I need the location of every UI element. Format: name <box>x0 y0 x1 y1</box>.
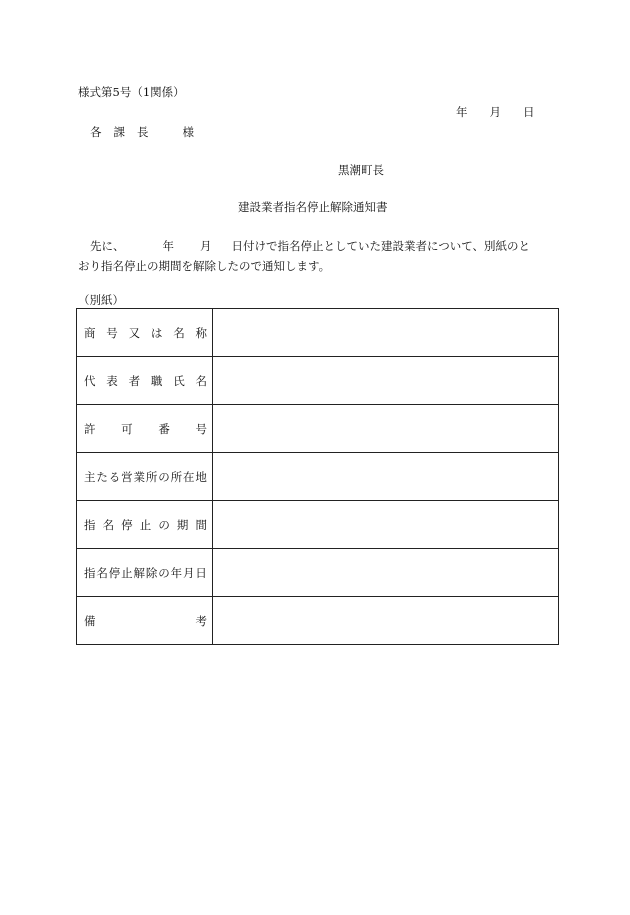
body-prefix: 先に、 <box>90 239 125 253</box>
date-day-mark: 日 <box>523 105 535 119</box>
row-label <box>77 501 213 549</box>
table-row <box>77 501 559 549</box>
label-char: 止 <box>139 517 152 532</box>
row-label-text <box>84 565 207 581</box>
label-char: の <box>158 517 170 532</box>
label-char: 者 <box>128 373 141 388</box>
recipient-suffix: 様 <box>182 125 194 139</box>
row-value <box>213 501 559 549</box>
label-char: 名 <box>102 517 115 532</box>
label-char: 月 <box>183 565 195 580</box>
row-value <box>213 597 559 645</box>
row-label <box>77 549 213 597</box>
row-label-text <box>84 373 207 389</box>
row-label-text <box>84 421 207 437</box>
label-char: は <box>150 325 163 340</box>
table-row <box>77 453 559 501</box>
label-char: 番 <box>158 421 170 436</box>
label-char: 又 <box>128 325 141 340</box>
detail-table <box>76 308 559 645</box>
label-char: 停 <box>108 565 121 580</box>
label-char: 指 <box>84 517 96 532</box>
label-char: 主 <box>84 469 96 484</box>
row-label-text <box>84 469 207 485</box>
attachment-label: （別紙） <box>78 293 124 307</box>
row-value <box>213 549 559 597</box>
body-line-2: おり指名停止の期間を解除したので通知します。 <box>78 259 331 273</box>
label-char: 号 <box>106 325 118 340</box>
label-char: 解 <box>133 565 145 580</box>
body-day-phrase: 日付けで指名停止としていた建設業者について、別紙のと <box>231 239 531 253</box>
table-row <box>77 357 559 405</box>
label-char: 除 <box>145 565 158 580</box>
row-label <box>77 309 213 357</box>
label-char: の <box>158 565 170 580</box>
table-row <box>77 309 559 357</box>
label-char: 日 <box>195 565 207 580</box>
row-label <box>77 597 213 645</box>
row-value <box>213 357 559 405</box>
label-char: 名 <box>96 565 108 580</box>
label-char: 停 <box>121 517 133 532</box>
label-char: 名 <box>195 373 207 388</box>
label-char: 考 <box>195 613 207 628</box>
detail-table-body <box>77 309 559 645</box>
row-label-text <box>84 325 207 341</box>
label-char: 止 <box>121 565 133 580</box>
label-char: 名 <box>173 325 185 340</box>
label-char: 指 <box>84 565 96 580</box>
recipient-name: 各課長 <box>90 125 161 139</box>
row-label <box>77 357 213 405</box>
table-row <box>77 549 559 597</box>
row-value <box>213 309 559 357</box>
body-month-mark: 月 <box>200 239 212 253</box>
label-char: 営 <box>121 469 133 484</box>
recipient <box>90 124 194 140</box>
label-char: 氏 <box>173 373 185 388</box>
row-label <box>77 453 213 501</box>
row-value <box>213 405 559 453</box>
label-char: 代 <box>84 373 96 388</box>
label-char: 職 <box>150 373 163 388</box>
body-paragraph <box>78 236 558 276</box>
label-char: 期 <box>176 517 189 532</box>
date-year-mark: 年 <box>456 105 468 119</box>
label-char: 可 <box>121 421 133 436</box>
date-month-mark: 月 <box>489 105 501 119</box>
table-row <box>77 405 559 453</box>
form-number: 様式第5号（1関係） <box>78 85 185 99</box>
body-year-mark: 年 <box>162 239 174 253</box>
label-char: 業 <box>133 469 145 484</box>
table-row <box>77 597 559 645</box>
label-char: 号 <box>195 421 207 436</box>
label-char: 年 <box>170 565 183 580</box>
label-char: 所 <box>170 469 183 484</box>
label-char: 称 <box>195 325 207 340</box>
row-label <box>77 405 213 453</box>
label-char: る <box>108 469 121 484</box>
label-char: 表 <box>106 373 118 388</box>
row-label-text <box>84 613 207 629</box>
row-value <box>213 453 559 501</box>
issue-date <box>456 104 535 120</box>
issuer: 黒潮町長 <box>338 163 384 177</box>
label-char: 許 <box>84 421 96 436</box>
label-char: 備 <box>84 613 96 628</box>
label-char: た <box>96 469 108 484</box>
row-label-text <box>84 517 207 533</box>
label-char: 間 <box>195 517 207 532</box>
label-char: 在 <box>183 469 195 484</box>
document-title: 建設業者指名停止解除通知書 <box>238 200 388 214</box>
label-char: の <box>158 469 170 484</box>
label-char: 地 <box>195 469 207 484</box>
label-char: 商 <box>84 325 96 340</box>
label-char: 所 <box>145 469 158 484</box>
body-line-1 <box>78 236 558 256</box>
